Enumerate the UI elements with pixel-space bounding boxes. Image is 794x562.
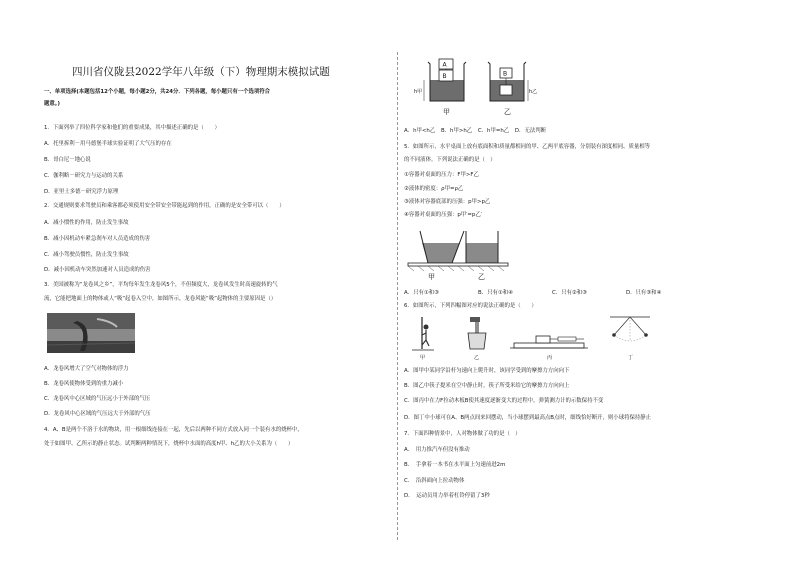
q2-option-b: B．减小因机动车紧急刹车对人员造成的伤害 xyxy=(44,236,151,242)
q6-stem: 6．如图所示，下列四幅图对应的说法正确的是（ ） xyxy=(404,303,537,309)
q3-stem-cont: 流，它能把地面上的物体或人“吸”起卷入空中，如图所示，龙卷风能“吸”起物体的主要原因是（） xyxy=(44,296,277,302)
section-heading: 一、单项选择(本题包括12个小题，每小题2分，共24分．下列各题，每小题只有一个选项符合 xyxy=(44,89,271,95)
q1-option-b: B．哥白尼－地心说 xyxy=(44,157,91,163)
q1-option-c: C．伽利略－研究力与运动的关系 xyxy=(44,173,124,179)
q2-option-c: C．减小驾驶员惯性，防止发生事故 xyxy=(44,252,129,258)
fig-block-b: B xyxy=(442,73,447,80)
q3-option-b: B．龙卷风使物体受到的重力减小 xyxy=(44,381,124,387)
q4-option-c: C．h甲=h乙 xyxy=(477,128,510,134)
q5-fig-label-jia: 甲 xyxy=(428,273,435,281)
q6-option-d: D．图丁中小球可在A、B两点间来回摆动，当小球摆到最高点B点时，细线恰好断开，则小球将保持静止 xyxy=(404,415,652,421)
q7-option-c: C． 沿斜面向上拉动物体 xyxy=(404,478,465,484)
column-divider xyxy=(397,52,398,540)
q6-option-b: B．图乙中筷子提米在空中静止时，筷子所受米给它的摩擦力方向向上 xyxy=(404,383,570,389)
q6-fig-label-bing: 丙 xyxy=(547,355,553,361)
q7-stem: 7．下面四种情景中，人对物体做了功的是（ ） xyxy=(404,431,521,437)
q5-option-d: D．只有③和④ xyxy=(626,290,662,296)
q2-option-d: D．减小因机动车突然加速对人员造成的伤害 xyxy=(44,267,151,273)
q3-stem: 3．美国被称为“龙卷风之乡”，平均每年发生龙卷风5个，不但频度大，龙卷风发生时高速旋转的气 xyxy=(44,282,278,288)
q5-item-3: ③液体对容器底部的压强：p甲>p乙 xyxy=(404,199,491,205)
q6-option-a: A．图甲中某同学沿杆匀速向上爬升时，该同学受到的摩擦力方向向下 xyxy=(404,368,570,374)
q7-option-b: B． 手拿着一本书在水平面上匀速前进2m xyxy=(404,462,506,468)
q6-fig-label-ding: 丁 xyxy=(628,355,634,361)
q4-stem-cont: 处于如图甲、乙所示的静止状态。试判断两种情况下，烧杯中水面的高度h甲、h乙的大小关系为（ ） xyxy=(44,441,294,447)
q4-figure xyxy=(414,56,538,125)
fig-label-yi: 乙 xyxy=(504,108,511,116)
q5-figure xyxy=(408,223,508,284)
fig-h-jia: h甲 xyxy=(414,89,423,95)
fig-block-a: A xyxy=(442,61,447,69)
q4-options xyxy=(404,128,546,135)
q4-stem: 4．A、B是两个不溶于水的物块，用一根细线连接在一起，先后以两种不同方式放入同一个装有水的烧杯中， xyxy=(44,427,303,433)
page-title: 四川省仪陇县2022学年八年级（下）物理期末模拟试题 xyxy=(72,66,330,78)
q3-option-a: A．龙卷风增大了空气对物体的浮力 xyxy=(44,366,129,372)
fig2-block-a: A xyxy=(503,88,508,95)
q4-option-a: A．h甲<h乙 xyxy=(404,128,436,134)
q6-fig-label-yi: 乙 xyxy=(474,355,480,361)
q5-stem: 5．如图所示，水平桌面上放有底面积和质量都相同的甲、乙两平底容器，分别装有深度相同、质量相等 xyxy=(404,144,651,150)
q5-item-2: ②液体的密度：ρ甲=ρ乙 xyxy=(404,186,464,192)
q4-option-d: D．无法判断 xyxy=(514,128,547,134)
fig2-block-b: B xyxy=(503,70,508,78)
q5-item-1: ①容器对桌面的压力：F甲>F乙 xyxy=(404,172,479,178)
q2-stem: 2．交通规则要求驾驶员和乘客都必须使用安全带安全带能起到的作用，正确的是安全带可以（ ） xyxy=(44,203,285,209)
q7-option-d: D． 运动员用力举着杠铃停留了3秒 xyxy=(404,493,490,499)
q3-option-d: D．龙卷风中心区域的气压远大于外部的气压 xyxy=(44,411,151,417)
q5-item-4: ④容器对桌面的压强：p甲′=p乙′ xyxy=(404,212,482,218)
q1-stem: 1．下面列举了四位科学家和他们的重要成果，其中描述正确的是（ ） xyxy=(44,125,220,131)
q5-fig-label-yi: 乙 xyxy=(478,273,485,281)
fig-h-yi: h乙 xyxy=(529,89,538,95)
q1-option-d: D．亚里士多德－研究浮力原理 xyxy=(44,189,119,195)
q5-stem-cont: 的不同液体。下列说法正确的是（ ） xyxy=(404,157,496,163)
tornado-photo xyxy=(47,313,135,356)
q2-option-a: A．减小惯性的作用，防止发生事故 xyxy=(44,220,129,226)
fig-label-jia: 甲 xyxy=(443,108,450,116)
q6-fig-label-jia: 甲 xyxy=(420,355,426,361)
q7-option-a: A． 用力推汽车但没有推动 xyxy=(404,447,470,453)
q6-figure xyxy=(410,313,670,364)
section-heading-cont: 题意。) xyxy=(44,101,60,107)
q5-option-b: B．只有①和④ xyxy=(478,290,513,296)
q1-option-a: A．托里拆利－用马德堡半球实验证明了大气压的存在 xyxy=(44,141,172,147)
q4-option-b: B．h甲>h乙 xyxy=(440,128,473,134)
q5-option-a: A．只有①和③ xyxy=(404,290,439,296)
q5-option-c: C．只有②和③ xyxy=(552,290,587,296)
q6-option-c: C．图丙中在力F拉动木板B使其速度逐渐变大的过程中，弹簧测力计的示数保持不变 xyxy=(404,398,604,404)
q3-option-c: C．龙卷风中心区域的气压远小于外部的气压 xyxy=(44,396,151,402)
